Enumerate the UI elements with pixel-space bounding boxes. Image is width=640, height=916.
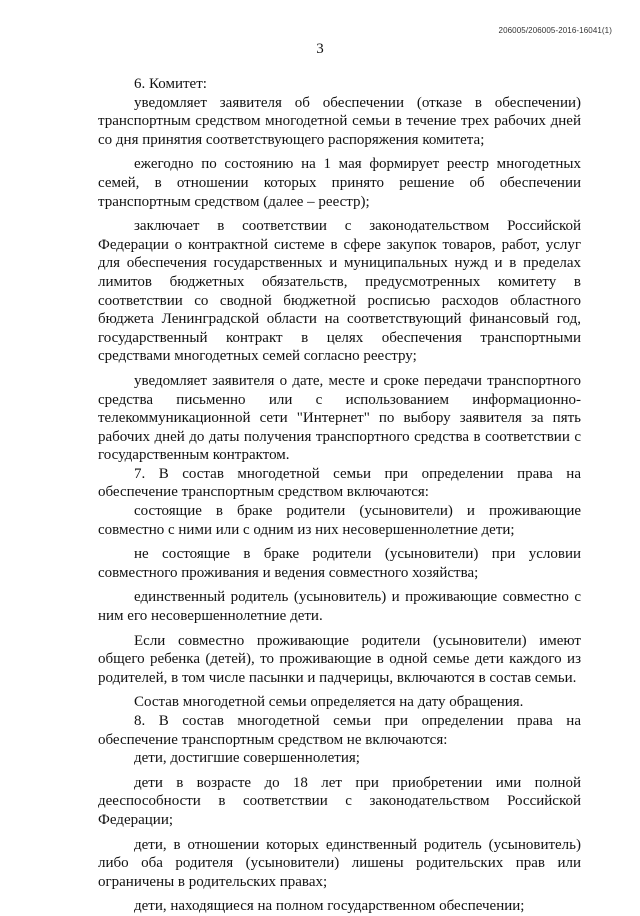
- paragraph: уведомляет заявителя о дате, месте и сроке передачи транспортного средства письменно или с использованием информационно-телекоммуникационной сети "Интернет" по выбору заявителя за пять рабочих дней до даты получения транспортного средства в соответствии с государственным контрактом.: [98, 372, 581, 464]
- paragraph-section-7: 7. В состав многодетной семьи при определении права на обеспечение транспортным средством включаются:: [98, 465, 581, 501]
- paragraph: дети, находящиеся на полном государственном обеспечении;: [134, 898, 525, 915]
- paragraph: ежегодно по состоянию на 1 мая формирует реестр многодетных семей, в отношении которых принято решение об обеспечении транспортным средством (далее – реестр);: [98, 156, 581, 210]
- paragraph: уведомляет заявителя об обеспечении (отказе в обеспечении) транспортным средством многодетной семьи в течение трех рабочих дней со дня принятия соответствующего распоряжения комитета;: [98, 94, 581, 148]
- paragraph: Если совместно проживающие родители (усыновители) имеют общего ребенка (детей), то проживающие в одной семье дети каждого из родителей, в том числе пасынки и падчерицы, включаются в состав семьи.: [98, 632, 581, 686]
- document-body: [98, 75, 581, 916]
- paragraph: дети, достигшие совершеннолетия;: [134, 750, 360, 767]
- paragraph: не состоящие в браке родители (усыновители) при условии совместного проживания и ведения совместного хозяйства;: [98, 546, 581, 581]
- paragraph-section-8: 8. В состав многодетной семьи при определении права на обеспечение транспортным средством не включаются:: [98, 713, 581, 748]
- paragraph: состоящие в браке родители (усыновители) и проживающие совместно с ними или с одним из них несовершеннолетние дети;: [98, 503, 581, 538]
- document-id: 206005/206005-2016-16041(1): [498, 26, 612, 35]
- paragraph-section-6-heading: 6. Комитет:: [134, 76, 207, 92]
- paragraph: единственный родитель (усыновитель) и проживающие совместно с ним его несовершеннолетние дети.: [98, 589, 581, 625]
- paragraph: Состав многодетной семьи определяется на дату обращения.: [134, 694, 524, 711]
- paragraph: заключает в соответствии с законодательством Российской Федерации о контрактной системе в сфере закупок товаров, работ, услуг для обеспечения государственных и муниципальных нужд и в пределах лимитов бюджетных обязательств, предусмотренных комитету в соответствии со сводной бюджетной росписью расходов областного бюджета Ленинградской области на соответствующий финансовый год, государственный контракт в целях обеспечения транспортными средствами многодетных семей согласно реестру;: [98, 218, 581, 365]
- page-number: 3: [316, 41, 324, 57]
- paragraph: дети в возрасте до 18 лет при приобретении ими полной дееспособности в соответствии с законодательством Российской Федерации;: [98, 774, 581, 828]
- paragraph: дети, в отношении которых единственный родитель (усыновитель) либо оба родителя (усыновители) лишены родительских прав или ограничены в родительских правах;: [98, 836, 581, 890]
